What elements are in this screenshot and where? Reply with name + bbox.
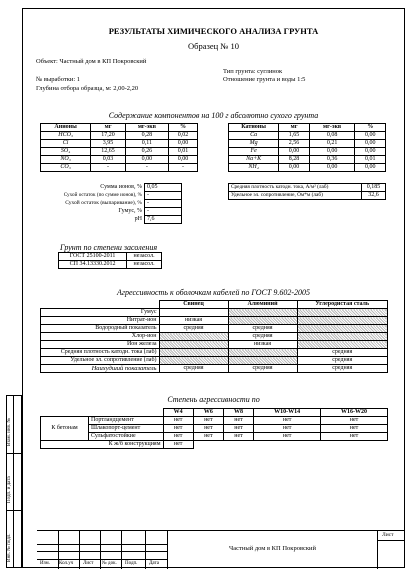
sampling-depth: Глубина отбора образца, м: 2,00-2,20 [36,85,139,92]
table-row [41,425,388,433]
cell: нет [254,425,321,433]
stamp-col: Изм. [40,561,50,566]
content-title: Содержание компонентов на 100 г абсолютно сухого грунта [108,111,319,120]
indicator-name: Нитрат-ион [41,317,160,325]
table-row [41,309,388,317]
object-label: Объект: Частный дом в КП Покровский [36,58,147,65]
cell: 8,28 [279,156,310,164]
cell: 0,01 [169,148,198,156]
aggr-header: W4 [163,409,193,417]
summary-value: 7,6 [145,216,182,224]
summary-label: Сумма ионов, % [100,184,142,190]
cell: нет [163,417,193,425]
table-row [229,192,386,200]
concrete-group-label: К бетонам [41,417,89,441]
cell: 0,00 [355,148,386,156]
ion-name: HCO₃ [41,132,91,140]
summary-value: - [145,192,182,200]
cell: средняя [159,325,228,333]
cement-type: Сульфатостойкие [89,433,164,441]
summary-label: Сухой остаток (по сумме ионов), % [63,192,142,198]
cathode-label: Средняя плотность катодн. тока, А/м² (лаб) [229,184,362,192]
sample-number: Образец № 10 [187,41,240,51]
cable-title: Агрессивность к оболочкам кабелей по ГОСТ 9.602-2005 [117,288,310,297]
cations-header: мг [279,124,310,132]
cell: низкая [228,341,297,349]
cell: нет [321,425,388,433]
aggr-header [89,409,164,417]
indicator-name: Хлор-ион [41,333,160,341]
table-row [229,164,386,172]
cell [159,341,228,349]
cathode-value: 0,185 [361,184,385,192]
cell: 12,65 [91,148,126,156]
cations-header: мг-экв [309,124,355,132]
cell [297,317,388,325]
cell: нет [193,433,223,441]
table-row [41,148,198,156]
table-row [41,140,198,148]
table-row [41,365,388,373]
cell [297,341,388,349]
aggr-header: W16-W20 [321,409,388,417]
cell [228,309,297,317]
cell: 0,11 [125,140,168,148]
cell: средняя [159,365,228,373]
aggressiveness-table [40,408,388,449]
aggressiveness-title: Степень агрессивности по [167,395,260,404]
cell [228,317,297,325]
cell: 1,65 [279,132,310,140]
salinity-value: незасол. [127,253,162,261]
cell: 0,01 [355,156,386,164]
cell [297,325,388,333]
table-row [40,192,182,200]
table-row [229,140,386,148]
cell: нет [223,417,253,425]
cell [159,349,228,357]
stamp-col: Кол.уч [59,561,74,566]
cell: нет [321,433,388,441]
cell: нет [193,425,223,433]
cell: нет [223,425,253,433]
cell [159,333,228,341]
cell: средняя [228,325,297,333]
cable-header [41,301,160,309]
indicator-name: Гумус [41,309,160,317]
side-divider [7,453,21,454]
cell: 0,08 [309,132,355,140]
cable-header: Алюминий [228,301,297,309]
anions-header: мг-экв [125,124,168,132]
cell: нет [321,417,388,425]
salinity-title: Грунт по степени засоления [60,243,158,252]
cations-header: Катионы [229,124,279,132]
cell: 0,02 [169,132,198,140]
side-divider [7,510,21,511]
ion-name: NH₄ [229,164,279,172]
cell: 2,56 [279,140,310,148]
title-block [37,530,405,568]
cell [159,309,228,317]
table-row [41,433,388,441]
worst-indicator: Наихудший показатель [41,365,160,373]
cell: - [125,164,168,172]
cations-header: % [355,124,386,132]
table-row [59,261,162,269]
cell: средняя [297,357,388,365]
cell: нет [223,433,253,441]
table-row [229,148,386,156]
cell: 0,00 [125,156,168,164]
aggr-header [41,409,89,417]
block-col-line [79,531,80,569]
block-divider [377,540,405,541]
cell: - [169,164,198,172]
ion-name: SO₄ [41,148,91,156]
cell: 0,00 [169,140,198,148]
summary-value: - [145,200,182,208]
table-row [40,216,182,224]
standard-name: ГОСТ 25100-2011 [59,253,127,261]
indicator-name: Удельное эл. сопротивление (лаб) [41,357,160,365]
cell: 0,28 [125,132,168,140]
cell: 0,00 [355,164,386,172]
anions-header: % [169,124,198,132]
cell: нет [193,417,223,425]
cement-type: Портландцемент [89,417,164,425]
rc-value: нет [163,441,193,449]
block-col-line [145,531,146,569]
side-label: Подп. и дата [7,476,12,503]
cell: 17,20 [91,132,126,140]
ion-name: NO₃ [41,156,91,164]
side-stamp [6,395,22,568]
cell: 0,21 [309,140,355,148]
table-row [41,325,388,333]
cement-type: Шлакопорт-цемент [89,425,164,433]
cell: средняя [228,365,297,373]
cell: 0,03 [91,156,126,164]
cable-table [40,300,388,373]
table-row [41,349,388,357]
soil-type: Тип грунта: суглинок [223,68,283,75]
side-divider [13,396,14,567]
cell: 0,00 [355,140,386,148]
stamp-col: Подп. [125,561,138,566]
aggr-header: W10-W14 [254,409,321,417]
ion-name: Cl [41,140,91,148]
summary-label: Гумус, % [118,208,142,214]
aggr-header: W8 [223,409,253,417]
cell [159,357,228,365]
block-row-line [37,544,167,545]
table-row [41,164,198,172]
cell: нет [254,417,321,425]
summary-label: pH [134,216,142,222]
table-row [40,208,182,216]
cell [297,333,388,341]
cell: нет [163,425,193,433]
summary-value: - [145,208,182,216]
aggr-header: W6 [193,409,223,417]
cell [297,309,388,317]
table-row [41,156,198,164]
table-row [229,132,386,140]
cell: 0,36 [309,156,355,164]
anions-table [40,123,198,172]
block-col-line [100,531,101,569]
table-row [41,132,198,140]
well-number: № выработки: 1 [36,76,81,83]
cell: нет [254,433,321,441]
cell: 0,00 [279,164,310,172]
cell: средняя [297,365,388,373]
indicator-name: Водородный показатель [41,325,160,333]
salinity-value: незасол. [127,261,162,269]
ion-name: CO₃ [41,164,91,172]
summary-label: Сухой остаток (выпаривание), % [65,200,142,206]
cell: 0,26 [125,148,168,156]
stamp-col: Лист [83,561,94,566]
cell: - [91,164,126,172]
cell: низкая [159,317,228,325]
empty-cell [193,441,387,449]
table-row [41,341,388,349]
table-row [40,200,182,208]
table-row [41,357,388,365]
summary-value: 0,05 [145,184,182,192]
cations-table [228,123,386,172]
anions-header: мг [91,124,126,132]
standard-name: СП 34.13330.2012 [59,261,127,269]
block-row-line [37,559,167,560]
salinity-table [58,252,162,269]
cell: нет [163,433,193,441]
block-col-line [121,531,122,569]
anions-header: Анионы [41,124,91,132]
table-row [41,333,388,341]
cell: средняя [297,349,388,357]
stamp-col: Дата [149,561,159,566]
document-title: РЕЗУЛЬТАТЫ ХИМИЧЕСКОГО АНАЛИЗА ГРУНТА [108,26,319,36]
ion-name: Mg [229,140,279,148]
summary-table [40,183,182,224]
stamp-col: № док. [102,561,117,566]
table-row [40,184,182,192]
rc-label: К ж/б конструкциям [41,441,164,449]
cell [228,357,297,365]
cell: 3,95 [91,140,126,148]
side-label: Взам. инв. № [7,417,12,446]
cable-header: Свинец [159,301,228,309]
side-label: Инв. № подл. [7,533,12,562]
cell: 0,00 [309,164,355,172]
cathode-table [228,183,386,200]
cathode-value: 32,6 [361,192,385,200]
indicator-name: Ион железа [41,341,160,349]
table-row [229,156,386,164]
cathode-label: Удельное эл. сопротивление, Ом*м (лаб) [229,192,362,200]
cable-header: Углеродистая сталь [297,301,388,309]
table-row [59,253,162,261]
cell: средняя [228,333,297,341]
block-divider [377,531,378,569]
table-row [229,184,386,192]
cell [228,349,297,357]
ion-name: Ca [229,132,279,140]
ion-name: Fe [229,148,279,156]
table-row [41,417,388,425]
soil-water-ratio: Отношение грунта и воды 1:5 [223,76,306,83]
indicator-name: Средняя плотность катодн. тока (лаб) [41,349,160,357]
table-row [41,317,388,325]
title-block-name: Частный дом в КП Покровский [229,545,316,552]
cell: 0,00 [169,156,198,164]
table-row [41,441,388,449]
cell: 0,00 [355,132,386,140]
ion-name: Na+K [229,156,279,164]
block-row-line [37,551,167,552]
sheet-label: Лист [382,532,394,538]
cell: 0,00 [279,148,310,156]
cell: 0,00 [309,148,355,156]
